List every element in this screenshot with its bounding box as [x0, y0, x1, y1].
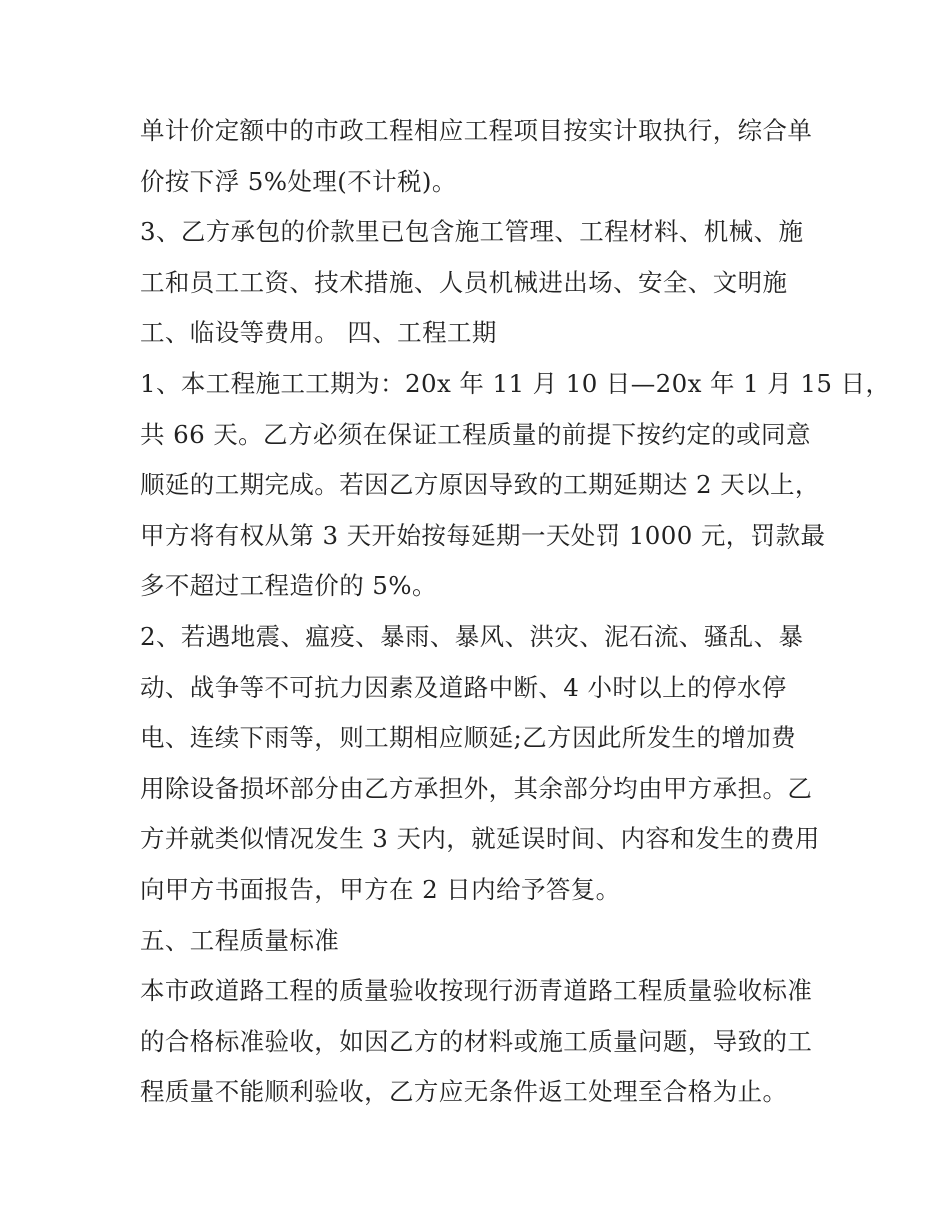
- text-line: 3、乙方承包的价款里已包含施工管理、工程材料、机械、施: [140, 217, 804, 247]
- document-body: [140, 106, 891, 1118]
- text-line: 共 66 天。乙方必须在保证工程质量的前提下按约定的或同意: [140, 419, 811, 449]
- text-line: 电、连续下雨等，则工期相应顺延;乙方因此所发生的增加费: [140, 723, 797, 753]
- text-line: 的合格标准验收，如因乙方的材料或施工质量问题，导致的工: [140, 1026, 813, 1056]
- text-line: 动、战争等不可抗力因素及道路中断、4 小时以上的停水停: [140, 672, 787, 702]
- text-line: 多不超过工程造价的 5%。: [140, 571, 437, 601]
- text-line: 用除设备损坏部分由乙方承担外，其余部分均由甲方承担。乙: [140, 773, 813, 803]
- text-line: 工、临设等费用。 四、工程工期: [140, 318, 497, 348]
- text-line: 1、本工程施工工期为：20x 年 11 月 10 日—20x 年 1 月 15 日，: [140, 368, 891, 398]
- text-line: 方并就类似情况发生 3 天内，就延误时间、内容和发生的费用: [140, 824, 820, 854]
- text-line: 本市政道路工程的质量验收按现行沥青道路工程质量验收标准: [140, 976, 813, 1006]
- text-line: 甲方将有权从第 3 天开始按每延期一天处罚 1000 元，罚款最: [140, 520, 826, 550]
- section-heading: 五、工程质量标准: [140, 925, 340, 955]
- text-line: 价按下浮 5%处理(不计税)。: [140, 166, 457, 196]
- text-line: 程质量不能顺利验收，乙方应无条件返工处理至合格为止。: [140, 1077, 788, 1107]
- text-line: 2、若遇地震、瘟疫、暴雨、暴风、洪灾、泥石流、骚乱、暴: [140, 621, 804, 651]
- text-line: 向甲方书面报告，甲方在 2 日内给予答复。: [140, 874, 621, 904]
- text-line: 顺延的工期完成。若因乙方原因导致的工期延期达 2 天以上，: [140, 470, 820, 500]
- text-line: 工和员工工资、技术措施、人员机械进出场、安全、文明施: [140, 267, 788, 297]
- text-line: 单计价定额中的市政工程相应工程项目按实计取执行，综合单: [140, 116, 813, 145]
